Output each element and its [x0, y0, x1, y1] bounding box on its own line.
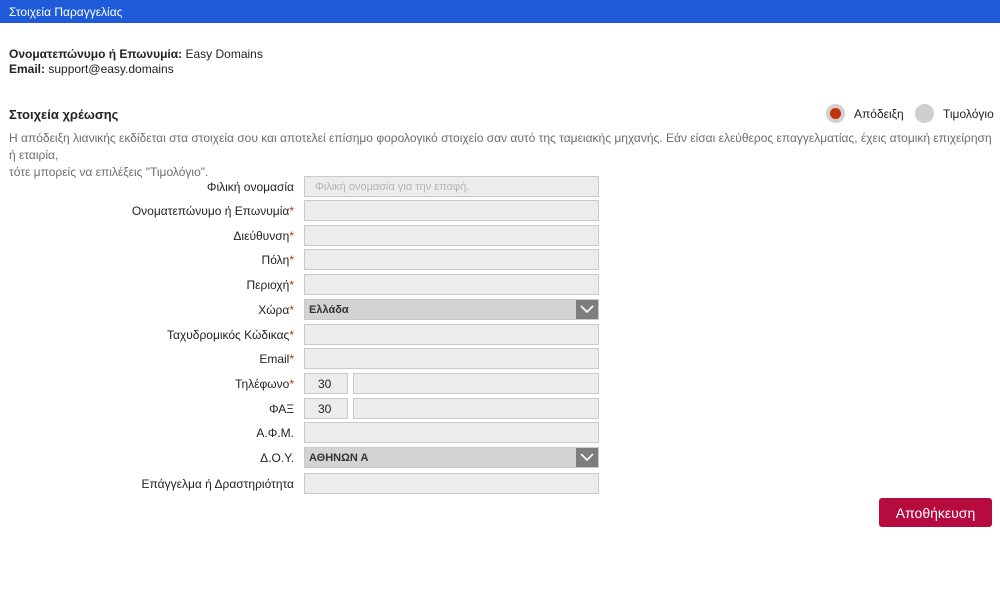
fax-label-text: ΦΑΞ: [268, 402, 294, 416]
email-label-text: Email: [259, 352, 290, 366]
save-button[interactable]: Αποθήκευση: [879, 498, 992, 527]
customer-name-line: [9, 47, 263, 62]
email-label: [259, 352, 294, 366]
page-header: [0, 0, 1000, 23]
address-label: [233, 229, 294, 243]
billing-info-line-1: Η απόδειξη λιανικής εκδίδεται στα στοιχεία σου και αποτελεί επίσημο φορολογικό στοιχείο σαν αυτό της ταμειακής μηχανής. Εάν είσαι ελεύθερος επαγγελματίας, έχεις ατομική επιχείρηση ή εταιρία,: [9, 131, 992, 162]
billing-section-title: Στοιχεία χρέωσης: [9, 107, 119, 122]
address-input[interactable]: [304, 225, 599, 246]
friendly-name-label-text: Φιλική ονομασία: [206, 180, 294, 194]
doy-row: [0, 447, 600, 468]
chevron-down-icon[interactable]: [576, 448, 598, 467]
customer-name-label: Ονοματεπώνυμο ή Επωνυμία:: [9, 47, 183, 61]
invoice-radio-label[interactable]: Τιμολόγιο: [943, 106, 994, 121]
address-row: [0, 225, 600, 246]
customer-email-value: support@easy.domains: [48, 62, 174, 76]
customer-email-label: Email:: [9, 62, 46, 76]
profession-label-text: Επάγγελμα ή Δραστηριότητα: [141, 477, 294, 491]
full-name-row: [0, 200, 600, 221]
country-select[interactable]: [304, 299, 599, 320]
doy-selected-value: ΑΘΗΝΩΝ Α: [309, 452, 369, 464]
radio-unchecked-icon[interactable]: [915, 104, 934, 123]
phone-number-input[interactable]: [353, 373, 599, 394]
fax-row: [0, 398, 600, 419]
country-label-text: Χώρα: [258, 303, 290, 317]
afm-input[interactable]: [304, 422, 599, 443]
full-name-input[interactable]: [304, 200, 599, 221]
required-mark: *: [289, 377, 294, 391]
customer-email-line: [9, 62, 263, 77]
city-label-text: Πόλη: [261, 253, 290, 267]
required-mark: *: [289, 204, 294, 218]
email-input[interactable]: [304, 348, 599, 369]
document-type-radio-group: [826, 104, 996, 124]
profession-label: [142, 477, 294, 491]
afm-label: [256, 426, 294, 440]
city-row: [0, 249, 600, 270]
region-row: [0, 274, 600, 295]
billing-info-text: [9, 130, 994, 181]
region-label-text: Περιοχή: [246, 278, 290, 292]
required-mark: *: [289, 278, 294, 292]
full-name-label: [132, 204, 294, 218]
friendly-name-label: [207, 180, 294, 194]
required-mark: *: [289, 303, 294, 317]
radio-checked-icon[interactable]: [826, 104, 845, 123]
friendly-name-row: [0, 176, 600, 197]
postal-code-label: [167, 328, 294, 342]
receipt-radio-label[interactable]: Απόδειξη: [854, 106, 904, 121]
country-selected-value: Ελλάδα: [309, 304, 349, 316]
profession-row: [0, 473, 600, 494]
receipt-radio[interactable]: [826, 104, 904, 123]
afm-row: [0, 422, 600, 443]
afm-label-text: Α.Φ.Μ.: [256, 426, 294, 440]
required-mark: *: [289, 229, 294, 243]
required-mark: *: [289, 328, 294, 342]
invoice-radio[interactable]: [915, 104, 994, 123]
region-label: [246, 278, 294, 292]
phone-label: [235, 377, 294, 391]
phone-row: [0, 373, 600, 394]
doy-select[interactable]: [304, 447, 599, 468]
required-mark: *: [289, 253, 294, 267]
required-mark: *: [289, 352, 294, 366]
customer-info: [9, 47, 263, 77]
postal-code-row: [0, 324, 600, 345]
fax-country-code-input[interactable]: [304, 398, 348, 419]
doy-label: [260, 451, 294, 465]
city-input[interactable]: [304, 249, 599, 270]
email-row: [0, 348, 600, 369]
friendly-name-input[interactable]: [304, 176, 599, 197]
doy-label-text: Δ.Ο.Υ.: [260, 451, 294, 465]
billing-info-line-2: τότε μπορείς να επιλέξεις "Τιμολόγιο".: [9, 165, 209, 179]
address-label-text: Διεύθυνση: [233, 229, 290, 243]
page-title: Στοιχεία Παραγγελίας: [9, 5, 123, 19]
profession-input[interactable]: [304, 473, 599, 494]
country-label: [258, 303, 294, 317]
full-name-label-text: Ονοματεπώνυμο ή Επωνυμία: [131, 204, 290, 218]
customer-name-value: Easy Domains: [185, 47, 263, 61]
region-input[interactable]: [304, 274, 599, 295]
phone-country-code-input[interactable]: [304, 373, 348, 394]
city-label: [262, 253, 294, 267]
country-row: [0, 299, 600, 320]
postal-code-label-text: Ταχυδρομικός Κώδικας: [166, 328, 290, 342]
fax-label: [269, 402, 294, 416]
fax-number-input[interactable]: [353, 398, 599, 419]
postal-code-input[interactable]: [304, 324, 599, 345]
phone-label-text: Τηλέφωνο: [235, 377, 290, 391]
chevron-down-icon[interactable]: [576, 300, 598, 319]
